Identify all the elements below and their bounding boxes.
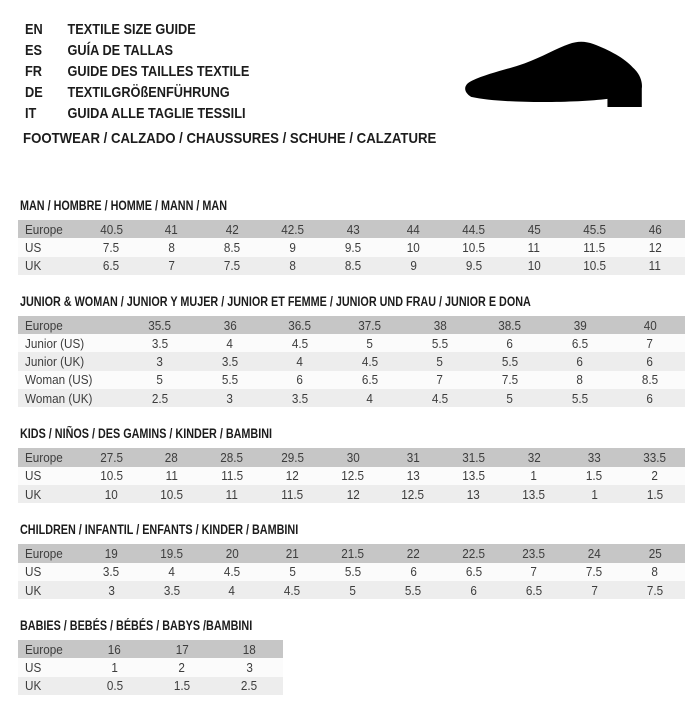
size-cell: 16 xyxy=(108,641,122,657)
language-row-fr xyxy=(25,61,249,82)
size-cell: 3.5 xyxy=(163,582,180,598)
size-cell: 28 xyxy=(165,450,179,466)
row-label: Europe xyxy=(25,221,63,237)
size-row-uk xyxy=(18,677,283,695)
size-cell: 8.5 xyxy=(641,372,659,388)
size-cell: 6.5 xyxy=(571,335,589,351)
language-label: GUIDE DES TAILLES TEXTILE xyxy=(67,63,250,80)
section-title-junior-woman: JUNIOR & WOMAN / JUNIOR Y MUJER / JUNIOR ET FEMME / JUNIOR UND FRAU / JUNIOR E DONA xyxy=(20,293,531,309)
size-cell: 5 xyxy=(156,372,164,388)
size-cell: 17 xyxy=(175,641,189,657)
size-cell: 12 xyxy=(285,468,299,484)
size-cell: 13.5 xyxy=(522,486,546,502)
language-row-it xyxy=(25,103,249,124)
size-cell: 4 xyxy=(226,335,234,351)
size-cell: 37.5 xyxy=(358,317,382,333)
size-cell: 7.5 xyxy=(103,239,120,255)
size-cell: 2 xyxy=(651,468,659,484)
row-label: UK xyxy=(25,582,42,598)
size-row-europe xyxy=(18,448,685,466)
size-cell: 3 xyxy=(246,660,253,676)
size-cell: 40.5 xyxy=(99,221,123,237)
size-cell: 43 xyxy=(346,221,360,237)
size-cell: 8 xyxy=(651,564,659,580)
size-cell: 38 xyxy=(433,317,447,333)
size-cell: 12 xyxy=(346,486,360,502)
size-cell: 5.5 xyxy=(344,564,361,580)
size-cell: 5.5 xyxy=(405,582,422,598)
size-cell: 12.5 xyxy=(401,486,425,502)
language-code: EN xyxy=(25,21,43,38)
size-cell: 31.5 xyxy=(462,450,485,466)
size-cell: 4.5 xyxy=(291,335,309,351)
size-cell: 7.5 xyxy=(646,582,663,598)
size-cell: 3 xyxy=(156,354,164,370)
section-title-children: CHILDREN / INFANTIL / ENFANTS / KINDER / BAMBINI xyxy=(20,522,299,538)
size-row-europe xyxy=(18,220,685,238)
row-label: Woman (UK) xyxy=(25,390,93,406)
size-cell: 24 xyxy=(587,545,601,561)
size-cell: 38.5 xyxy=(498,317,522,333)
size-cell: 3 xyxy=(107,582,115,598)
size-cell: 21.5 xyxy=(341,545,365,561)
size-cell: 6 xyxy=(576,354,584,370)
section-title-man: MAN / HOMBRE / HOMME / MANN / MAN xyxy=(20,198,227,213)
size-cell: 45.5 xyxy=(582,221,606,237)
size-row-uk xyxy=(18,581,685,599)
size-cell: 11.5 xyxy=(281,486,304,502)
size-cell: 5 xyxy=(366,335,374,351)
size-cell: 4 xyxy=(168,564,175,580)
section-man xyxy=(18,199,685,275)
size-cell: 6.5 xyxy=(361,372,379,388)
size-cell: 42.5 xyxy=(280,221,304,237)
row-label: US xyxy=(25,660,42,676)
size-cell: 8.5 xyxy=(344,258,361,274)
size-cell: 2.5 xyxy=(151,390,169,406)
size-cell: 13.5 xyxy=(462,468,485,484)
section-babies xyxy=(18,619,685,695)
size-cell: 9.5 xyxy=(344,239,361,255)
size-cell: 18 xyxy=(242,641,256,657)
size-cell: 22.5 xyxy=(462,545,485,561)
size-cell: 6.5 xyxy=(525,582,543,598)
size-cell: 1 xyxy=(530,468,538,484)
language-label: TEXTILGRÖßENFÜHRUNG xyxy=(67,84,230,101)
size-cell: 7 xyxy=(530,564,538,580)
size-row-us xyxy=(18,238,685,256)
size-cell: 11.5 xyxy=(221,468,243,484)
size-cell: 19 xyxy=(104,545,118,561)
size-table-junior-woman xyxy=(18,316,685,407)
size-cell: 33 xyxy=(587,450,601,466)
row-label: Woman (US) xyxy=(25,372,93,388)
row-label: US xyxy=(25,239,42,255)
size-cell: 1 xyxy=(111,660,118,676)
size-cell: 3.5 xyxy=(151,335,169,351)
row-label: UK xyxy=(25,258,42,274)
size-cell: 12 xyxy=(648,239,662,255)
size-cell: 6.5 xyxy=(465,564,482,580)
size-cell: 2.5 xyxy=(241,678,258,694)
size-row-junior-uk xyxy=(18,352,685,370)
section-junior-woman xyxy=(18,295,685,407)
row-label: Junior (UK) xyxy=(25,354,85,370)
size-cell: 6.5 xyxy=(103,258,120,274)
size-cell: 6 xyxy=(646,354,654,370)
row-label: Europe xyxy=(25,545,63,561)
size-cell: 6 xyxy=(296,372,304,388)
row-label: Junior (US) xyxy=(25,335,85,351)
row-label: US xyxy=(25,564,42,580)
language-code: IT xyxy=(25,105,37,122)
size-cell: 12.5 xyxy=(341,468,365,484)
size-cell: 8 xyxy=(576,372,584,388)
size-row-europe xyxy=(18,544,685,562)
size-row-europe xyxy=(18,640,283,658)
size-cell: 3.5 xyxy=(291,390,309,406)
size-cell: 5 xyxy=(506,390,514,406)
size-cell: 11 xyxy=(165,468,178,484)
size-cell: 1.5 xyxy=(646,486,663,502)
size-cell: 20 xyxy=(225,545,239,561)
size-cell: 13 xyxy=(406,468,420,484)
language-code: DE xyxy=(25,84,43,101)
size-cell: 8 xyxy=(289,258,296,274)
size-cell: 31 xyxy=(406,450,420,466)
section-title-babies: BABIES / BEBÉS / BÉBÉS / BABYS /BAMBINI xyxy=(20,618,253,634)
size-cell: 8 xyxy=(168,239,175,255)
size-tables xyxy=(18,199,685,715)
size-cell: 8.5 xyxy=(223,239,241,255)
size-row-junior-us xyxy=(18,334,685,352)
size-cell: 5.5 xyxy=(571,390,589,406)
category-heading: FOOTWEAR / CALZADO / CHAUSSURES / SCHUHE / CALZATURE xyxy=(23,130,437,147)
size-cell: 7 xyxy=(168,258,175,274)
size-cell: 6 xyxy=(470,582,477,598)
section-children xyxy=(18,523,685,599)
size-cell: 11 xyxy=(225,486,239,502)
size-table-children xyxy=(18,544,685,599)
size-row-woman-uk xyxy=(18,389,685,407)
size-row-us xyxy=(18,467,685,485)
size-cell: 44 xyxy=(406,221,420,237)
size-cell: 5 xyxy=(289,564,296,580)
size-cell: 5.5 xyxy=(431,335,449,351)
language-label: GUIDA ALLE TAGLIE TESSILI xyxy=(67,105,246,122)
size-cell: 4.5 xyxy=(284,582,301,598)
size-row-uk xyxy=(18,485,685,503)
size-cell: 27.5 xyxy=(99,450,123,466)
size-cell: 21 xyxy=(285,545,299,561)
size-cell: 44.5 xyxy=(462,221,485,237)
size-cell: 5 xyxy=(436,354,444,370)
size-cell: 36 xyxy=(223,317,237,333)
dress-shoe-icon xyxy=(461,40,663,109)
language-label: TEXTILE SIZE GUIDE xyxy=(67,21,196,38)
size-cell: 9.5 xyxy=(465,258,482,274)
size-cell: 4 xyxy=(228,582,236,598)
size-cell: 0.5 xyxy=(106,678,123,694)
size-cell: 19.5 xyxy=(160,545,183,561)
size-cell: 22 xyxy=(406,545,420,561)
size-cell: 2 xyxy=(178,660,186,676)
language-row-es xyxy=(25,40,249,61)
size-cell: 28.5 xyxy=(220,450,244,466)
size-cell: 13 xyxy=(467,486,481,502)
size-cell: 10 xyxy=(406,239,420,255)
size-cell: 40 xyxy=(643,317,657,333)
section-kids xyxy=(18,427,685,503)
language-list xyxy=(25,19,249,124)
size-cell: 11.5 xyxy=(583,239,606,255)
size-cell: 7.5 xyxy=(223,258,241,274)
size-cell: 35.5 xyxy=(148,317,172,333)
size-cell: 46 xyxy=(648,221,662,237)
size-cell: 7.5 xyxy=(501,372,519,388)
size-cell: 7 xyxy=(591,582,598,598)
language-code: ES xyxy=(25,42,43,59)
size-cell: 7 xyxy=(646,335,654,351)
size-cell: 5 xyxy=(349,582,357,598)
size-cell: 32 xyxy=(527,450,541,466)
size-cell: 9 xyxy=(409,258,417,274)
size-cell: 10 xyxy=(527,258,541,274)
size-cell: 3.5 xyxy=(221,354,239,370)
size-cell: 5.5 xyxy=(221,372,239,388)
size-cell: 10.5 xyxy=(462,239,485,255)
size-cell: 3.5 xyxy=(103,564,120,580)
size-row-us xyxy=(18,658,283,676)
size-cell: 1.5 xyxy=(173,678,191,694)
size-cell: 6 xyxy=(409,564,417,580)
size-cell: 6 xyxy=(506,335,514,351)
size-cell: 11 xyxy=(648,258,661,274)
size-cell: 4.5 xyxy=(361,354,379,370)
size-cell: 10.5 xyxy=(160,486,183,502)
size-table-kids xyxy=(18,448,685,503)
size-cell: 5.5 xyxy=(501,354,519,370)
size-cell: 39 xyxy=(573,317,587,333)
size-cell: 23.5 xyxy=(522,545,546,561)
size-cell: 45 xyxy=(527,221,541,237)
language-code: FR xyxy=(25,63,42,80)
row-label: Europe xyxy=(25,641,63,657)
row-label: UK xyxy=(25,486,42,502)
language-row-de xyxy=(25,82,249,103)
section-title-kids: KIDS / NIÑOS / DES GAMINS / KINDER / BAMBINI xyxy=(20,426,273,442)
row-label: US xyxy=(25,468,42,484)
size-cell: 4 xyxy=(296,354,304,370)
size-cell: 9 xyxy=(289,239,296,255)
size-cell: 4 xyxy=(366,390,374,406)
size-cell: 33.5 xyxy=(643,450,667,466)
size-row-europe xyxy=(18,316,685,334)
size-cell: 4.5 xyxy=(431,390,449,406)
size-cell: 36.5 xyxy=(288,317,312,333)
size-cell: 29.5 xyxy=(280,450,304,466)
size-cell: 6 xyxy=(646,390,654,406)
size-cell: 41 xyxy=(165,221,179,237)
size-row-woman-us xyxy=(18,371,685,389)
size-cell: 10.5 xyxy=(582,258,606,274)
size-cell: 7.5 xyxy=(586,564,603,580)
size-cell: 42 xyxy=(225,221,239,237)
size-cell: 1 xyxy=(591,486,598,502)
size-cell: 10.5 xyxy=(99,468,123,484)
size-cell: 30 xyxy=(346,450,360,466)
size-row-uk xyxy=(18,257,685,275)
size-cell: 10 xyxy=(104,486,118,502)
language-label: GUÍA DE TALLAS xyxy=(67,42,174,59)
size-table-babies xyxy=(18,640,283,695)
size-cell: 11 xyxy=(527,239,540,255)
size-cell: 4.5 xyxy=(223,564,241,580)
size-cell: 1.5 xyxy=(586,468,603,484)
language-row-en xyxy=(25,19,249,40)
row-label: UK xyxy=(25,678,42,694)
size-cell: 7 xyxy=(436,372,444,388)
row-label: Europe xyxy=(25,317,63,333)
row-label: Europe xyxy=(25,450,63,466)
size-cell: 3 xyxy=(226,390,234,406)
size-cell: 25 xyxy=(648,545,662,561)
size-row-us xyxy=(18,563,685,581)
size-table-man xyxy=(18,220,685,275)
